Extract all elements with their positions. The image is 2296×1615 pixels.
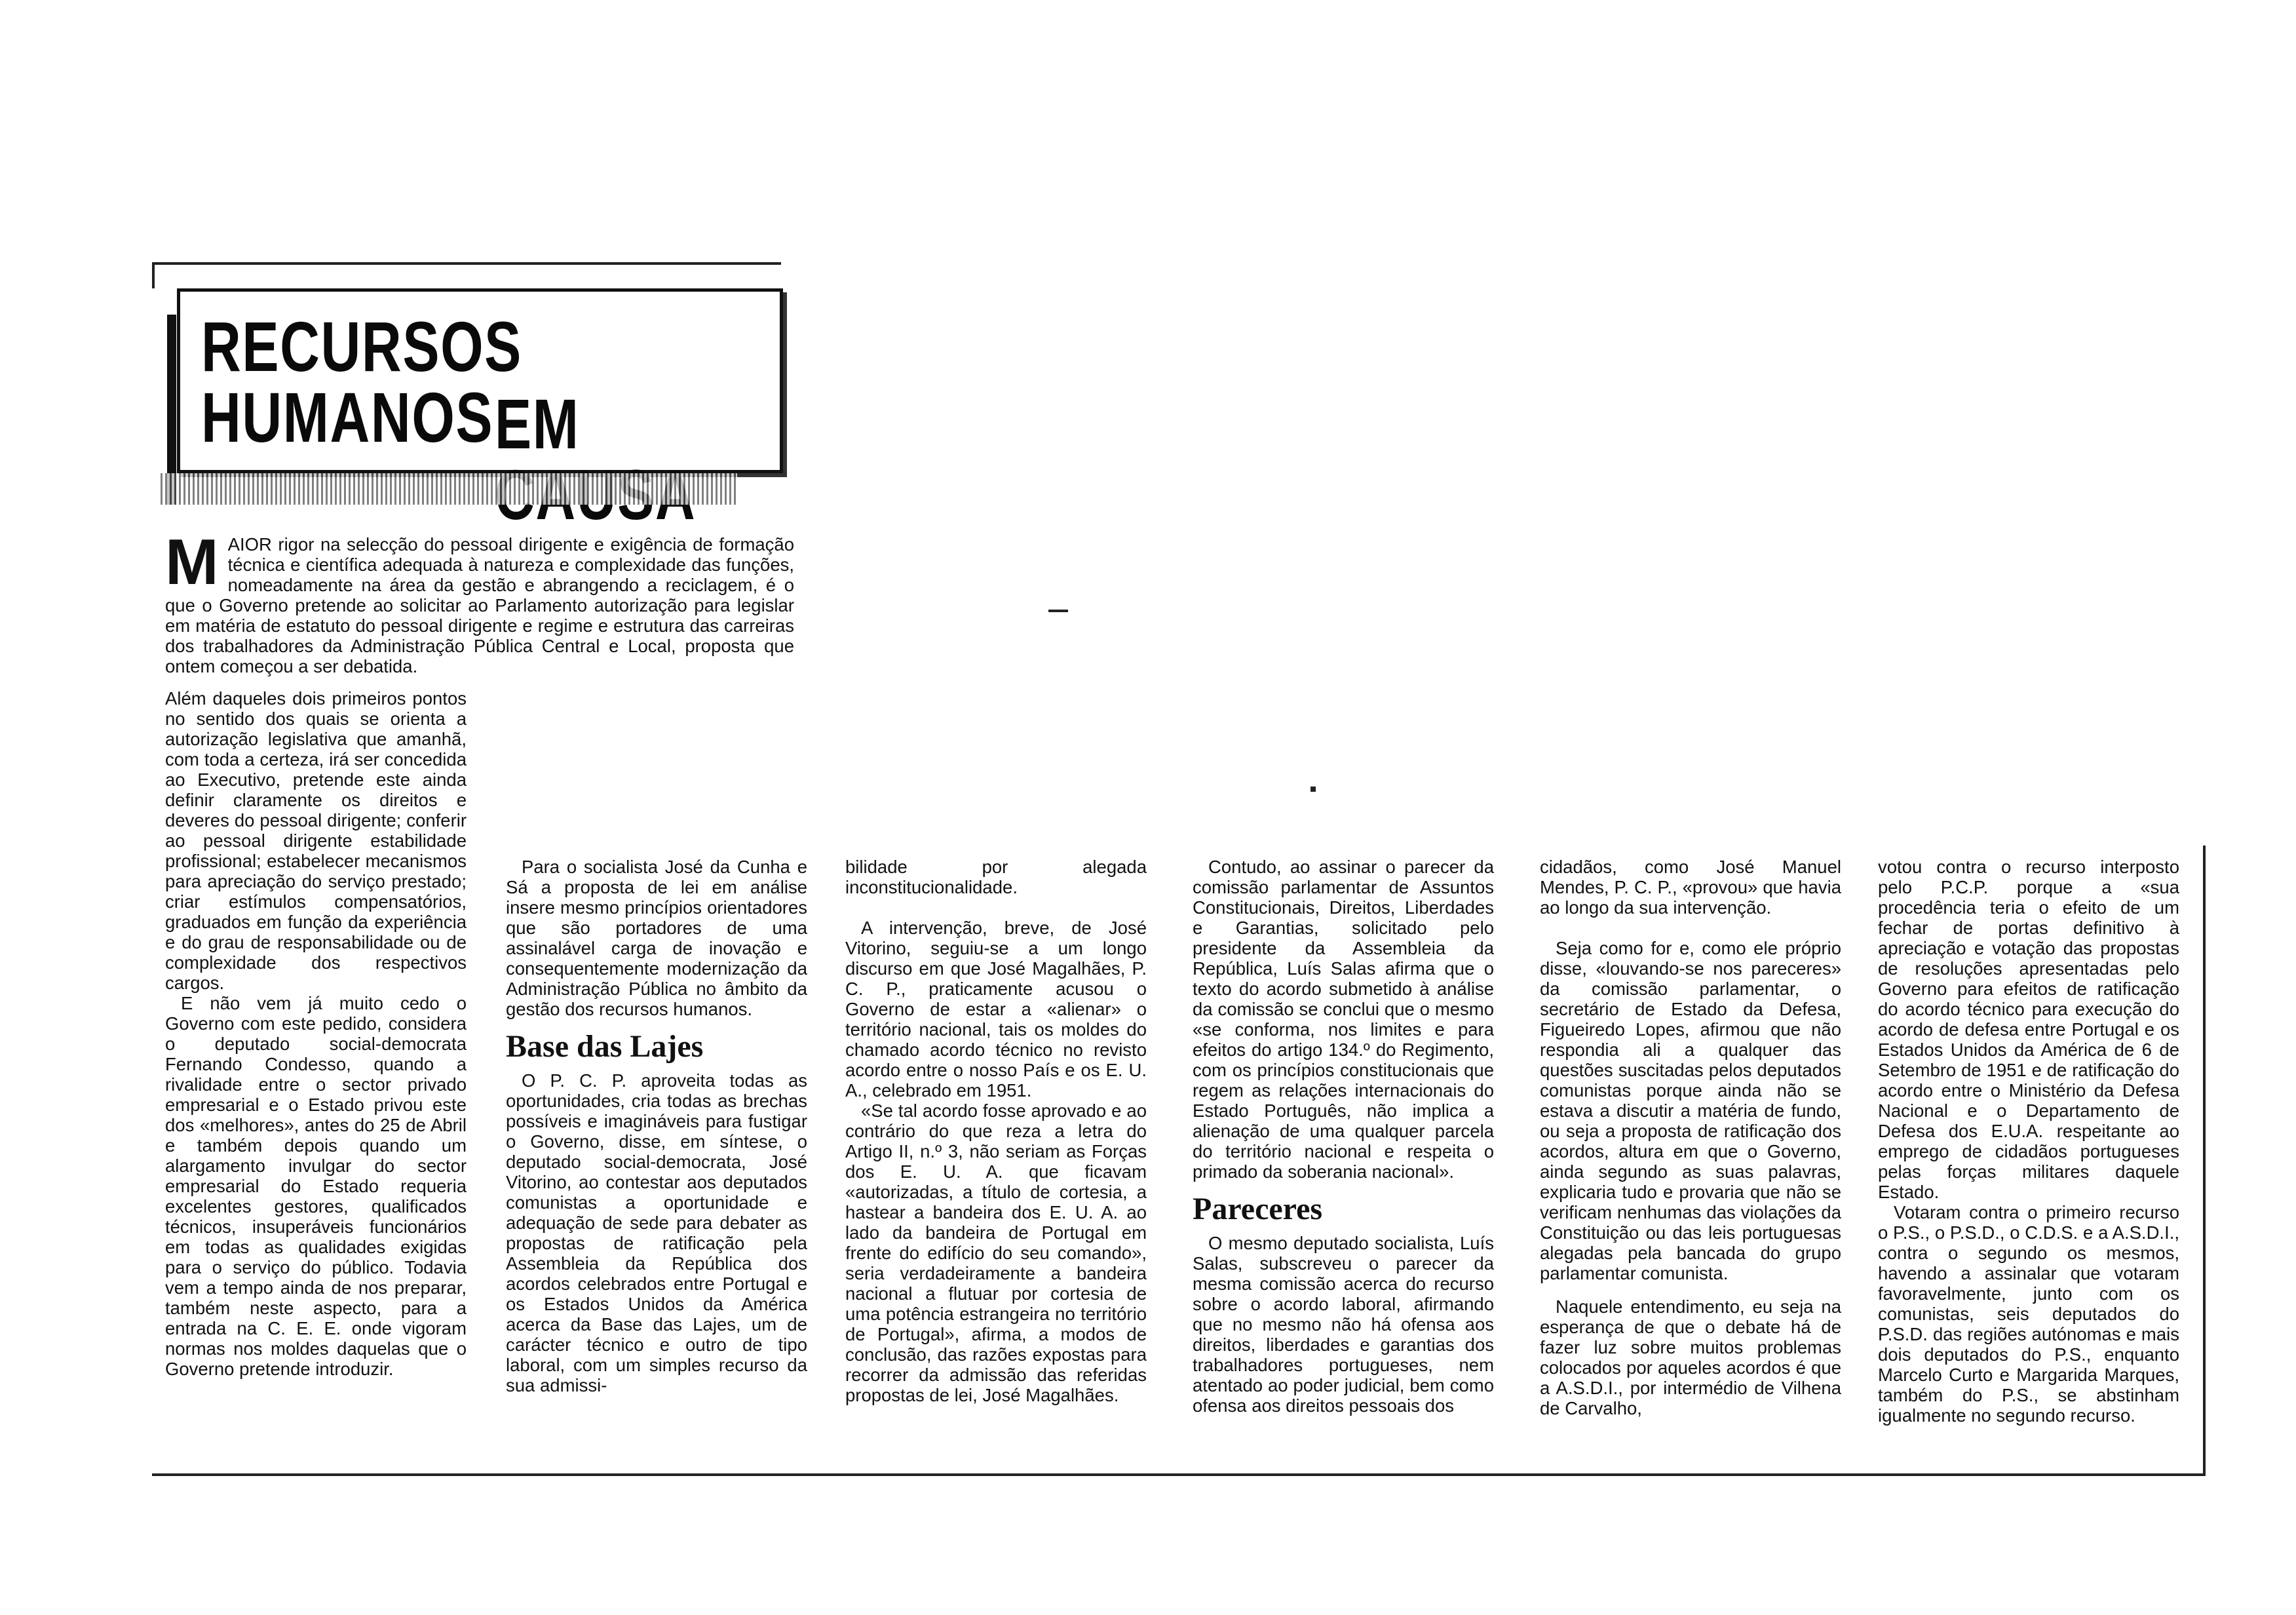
column-6-paragraph-2: Votaram contra o primeiro recurso o P.S., o P.S.D., o C.D.S. e a A.S.D.I., contra o segundo os mesmos, havendo a assinalar que votaram favoravelmente, junto com os comunistas, seis deputados do P.S.D. das regiões autónomas e mais dois deputados do P.S., enquanto Marcelo Curto e Margarida Marques, também do P.S., se abstinham igualmente no segundo recurso. xyxy=(1878,1202,2179,1426)
column-3-paragraph-1: bilidade por alegada inconstitucionalidade. xyxy=(845,857,1147,897)
right-rule xyxy=(2203,846,2206,1476)
column-5-paragraph-2: Seja como for e, como ele próprio disse, «louvando-se nos pareceres» da comissão parlamentar, o secretário de Estado da Defesa, Figueiredo Lopes, afirmou que não respondia ali a qualquer das questões suscitadas pelos deputados comunistas porque ainda não se estava a discutir a matéria de fundo, ou seja a proposta de ratificação dos acordos, altura em que o Governo, ainda segundo as suas palavras, explicaria tudo e provaria que não se verificam nenhumas das violações da Constituição ou das leis portuguesas alegadas pela bancada do grupo parlamentar comunista. xyxy=(1540,938,1841,1283)
headline-line-2: EM xyxy=(495,384,580,463)
column-1-paragraph-2: E não vem já muito cedo o Governo com este pedido, considera o deputado social-democrata Fernando Condesso, quando a rivalidade entre o sector privado empresarial e o Estado privou este dos «melhores», antes do 25 de Abril e também depois quando um alargamento invulgar do sector empresarial do Estado requeria excelentes gestores, qualificados técnicos, insuperáveis funcionários em todas as qualidades exigidas para o serviço do público. Todavia vem a tempo ainda de nos preparar, também neste aspecto, para a entrada na C. E. E. onde vigoram normas nos moldes daquelas que o Governo pretende introduzir. xyxy=(165,993,467,1379)
headline-box xyxy=(177,288,783,473)
column-6-paragraph-1: votou contra o recurso interposto pelo P.C.P. porque a «sua procedência teria o efeito de um fechar de portas definitivo à apreciação e votação das propostas de resoluções apresentadas pelo Governo para efeitos de ratificação do acordo técnico para execução do acordo de defesa entre Portugal e os Estados Unidos da América de 6 de Setembro de 1951 e de ratificação do acordo entre o Ministério da Defesa Nacional e o Departamento de Defesa dos E.U.A. respeitante ao emprego de cidadãos portugueses pelas forças militares daquele Estado. xyxy=(1878,857,2179,1202)
column-5 xyxy=(1540,857,1841,1418)
headline-line-1: RECURSOS HUMANOS xyxy=(201,307,522,457)
dropcap: M xyxy=(165,526,219,598)
column-3-paragraph-2: A intervenção, breve, de José Vitorino, seguiu-se a um longo discurso em que José Magalhães, P. C. P., praticamente acusou o Governo de estar a «alienar» o território nacional, tais os moldes do chamado acordo técnico no revisto acordo entre o nosso País e os E. U. A., celebrado em 1951. xyxy=(845,918,1147,1100)
column-4-paragraph-2: O mesmo deputado socialista, Luís Salas, subscreveu o parecer da mesma comissão acerca do recurso sobre o acordo laboral, afirmando que no mesmo não há ofensa aos direitos, liberdades e garantias dos trabalhadores portugueses, nem atentado ao poder judicial, bem como ofensa aos direitos pessoais dos xyxy=(1193,1233,1494,1416)
column-4-paragraph-1: Contudo, ao assinar o parecer da comissão parlamentar de Assuntos Constitucionais, Direitos, Liberdades e Garantias, solicitado pelo presidente da Assembleia da República, Luís Salas afirma que o texto do acordo submetido à análise da comissão se conclui que o mesmo «se conforma, nos limites e para efeitos do artigo 134.º do Regimento, com os princípios constitucionais que regem as relações internacionais do Estado Português, não implica a alienação de uma qualquer parcela do território nacional e respeita o primado da soberania nacional». xyxy=(1193,857,1494,1182)
column-2-paragraph-1: Para o socialista José da Cunha e Sá a proposta de lei em análise insere mesmo princípios orientadores que são portadores de uma assinalável carga de inovação e consequentemente modernização da Administração Pública no âmbito da gestão dos recursos humanos. xyxy=(506,857,807,1019)
column-2-paragraph-2: O P. C. P. aproveita todas as oportunidades, cria todas as brechas possíveis e imagináveis para fustigar o Governo, disse, em síntese, o deputado social-democrata, José Vitorino, ao contestar aos deputados comunistas a oportunidade e adequação de sede para debater as propostas de ratificação pela Assembleia da República dos acordos celebrados entre Portugal e os Estados Unidos da América acerca da Base das Lajes, um de carácter técnico e outro de tipo laboral, com um simples recurso da sua admissi- xyxy=(506,1070,807,1395)
column-2 xyxy=(506,857,807,1395)
column-4 xyxy=(1193,857,1494,1416)
column-1 xyxy=(165,688,467,1379)
column-3-paragraph-3: «Se tal acordo fosse aprovado e ao contrário do que reza a letra do Artigo II, n.º 3, não seriam as Forças dos E. U. A. que ficavam «autorizadas, a título de cortesia, a hastear a bandeira dos E. U. A. ao lado da bandeira de Portugal em frente do edifício do seu comando», seria verdadeiramente a bandeira nacional a flutuar por cortesia de uma potência estrangeira no território de Portugal», afirma, a modos de conclusão, das razões expostas para recorrer da admissão das referidas propostas de lei, José Magalhães. xyxy=(845,1100,1147,1405)
print-speck xyxy=(1311,787,1316,792)
subheading-base-das-lajes: Base das Lajes xyxy=(506,1029,704,1064)
subheading-pareceres: Pareceres xyxy=(1193,1192,1323,1226)
column-5-paragraph-1: cidadãos, como José Manuel Mendes, P. C. P., «provou» que havia ao longo da sua intervenção. xyxy=(1540,857,1841,918)
lead-paragraph xyxy=(165,526,794,676)
column-3 xyxy=(845,857,1147,1405)
column-5-paragraph-3: Naquele entendimento, eu seja na esperança de que o debate há de fazer luz sobre muitos problemas colocados por aqueles acordos é que a A.S.D.I., por intermédio de Vilhena de Carvalho, xyxy=(1540,1296,1841,1418)
top-rule-tick xyxy=(152,262,155,288)
column-6 xyxy=(1878,857,2179,1426)
print-speck xyxy=(1048,610,1068,612)
top-rule xyxy=(152,262,781,265)
bottom-rule xyxy=(152,1473,2203,1476)
column-1-paragraph-1: Além daqueles dois primeiros pontos no sentido dos quais se orienta a autorização legislativa que amanhã, com toda a certeza, irá ser concedida ao Executivo, pretende este ainda definir claramente os direitos e deveres do pessoal dirigente; conferir ao pessoal dirigente estabilidade profissional; estabelecer mecanismos para apreciação do serviço prestado; criar estímulos compensatórios, graduados em função da experiência e do grau de responsabilidade ou de complexidade dos respectivos cargos. xyxy=(165,688,467,993)
halftone-strip xyxy=(161,473,737,505)
lead-text: AIOR rigor na selecção do pessoal dirigente e exigência de formação técnica e científica adequada à natureza e complexidade das funções, nomeadamente na área da gestão e abrangendo a reciclagem, é o que o Governo pretende ao solicitar ao Parlamento autorização para legislar em matéria de estatuto do pessoal dirigente e regime e estrutura das carreiras dos trabalhadores da Administração Pública Central e Local, proposta que ontem começou a ser debatida. xyxy=(165,534,794,676)
